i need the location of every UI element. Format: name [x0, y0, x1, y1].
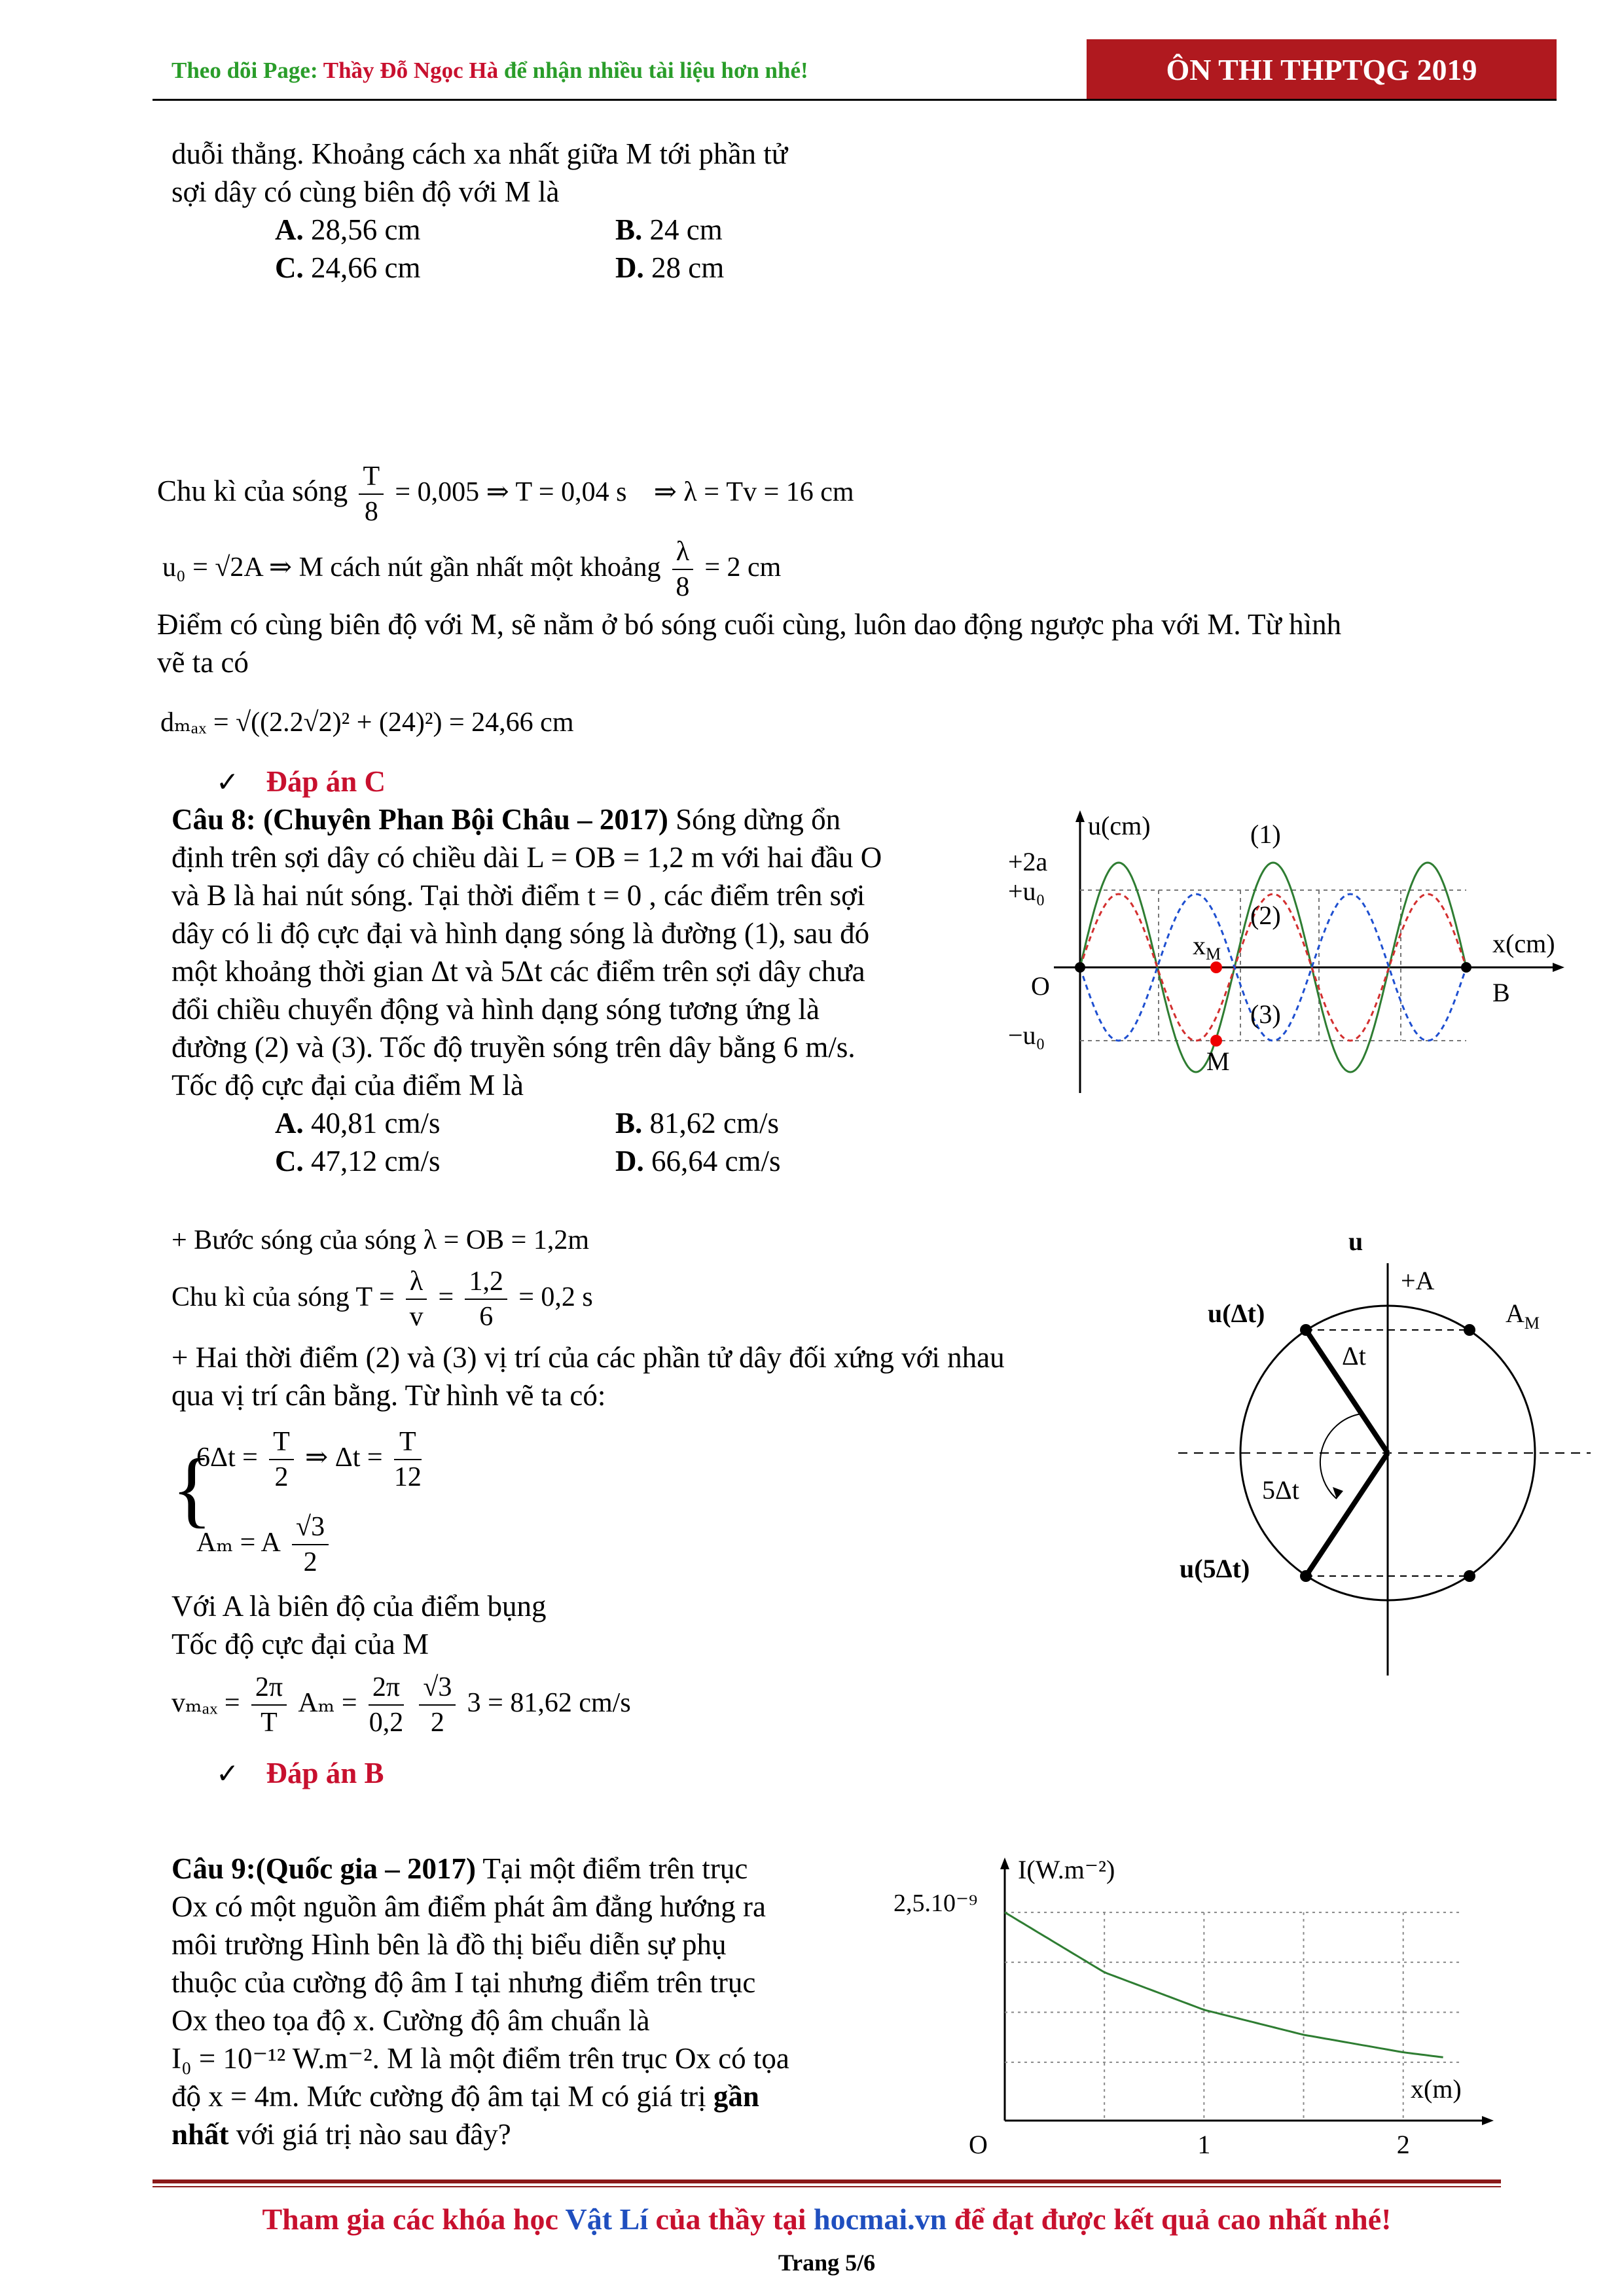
label-u-5dt: u(5Δt)	[1180, 1554, 1250, 1583]
sol8-system-2: Aₘ = A $\frac{√3}{2}$	[196, 1505, 333, 1579]
sol8-line4: qua vị trí cân bằng. Từ hình vẽ ta có:	[171, 1379, 606, 1412]
chart-y-label: I(W.m⁻²)	[1018, 1855, 1115, 1884]
label-b: B	[1492, 978, 1510, 1007]
header-follow-text	[171, 58, 808, 84]
follow-suffix: để nhận nhiều tài liệu hơn nhé!	[503, 58, 808, 83]
q8-line2: định trên sợi dây có chiều dài L = OB = 1,2 m với hai đầu O	[171, 841, 882, 874]
label-plus-u0: +u₀	[1008, 876, 1045, 906]
label-dt: Δt	[1342, 1341, 1366, 1371]
q9-line6: I₀ = 10⁻¹² W.m⁻². M là một điểm trên trục Ox có tọa	[171, 2042, 789, 2075]
chart-x-tick-0: O	[969, 2130, 988, 2159]
label-curve-1: (1)	[1250, 819, 1281, 849]
chart-y-tick: 2,5.10⁻⁹	[893, 1890, 978, 1917]
sol8-period: Chu kì của sóng T = $\frac{\lambda}{v}$ = $\frac{1,2}{6}$ = 0,2 s	[171, 1257, 593, 1336]
label-5dt: 5Δt	[1262, 1475, 1299, 1505]
chart-x-label: x(m)	[1411, 2074, 1462, 2104]
q9-line7: độ x = 4m. Mức cường độ âm tại M có giá trị gần	[171, 2080, 759, 2113]
q9-line1: Câu 9:(Quốc gia – 2017) Tại một điểm trên trục	[171, 1852, 748, 1885]
q9-line3: môi trường Hình bên là đồ thị biểu diễn sự phụ	[171, 1928, 727, 1961]
label-am: $A_M$	[1506, 1299, 1540, 1333]
node-o	[1075, 962, 1085, 973]
sol7-u0: u₀ = √2A ⇒ M cách nút gần nhất một khoảng $\frac{\lambda}{8}$ = 2 cm	[162, 527, 781, 607]
follow-prefix: Theo dõi Page:	[171, 58, 318, 83]
q8-line1: Câu 8: (Chuyên Phan Bội Châu – 2017) Sóng dừng ổn	[171, 803, 841, 836]
label-curve-2: (2)	[1250, 901, 1281, 930]
u-axis-arrow-icon	[1075, 810, 1085, 822]
checkmark-icon: ✓	[216, 768, 240, 798]
standing-wave-figure	[1008, 805, 1571, 1106]
sol8-wavelength: + Bước sóng của sóng λ = OB = 1,2m	[171, 1225, 590, 1255]
q8-option-b: B. 81,62 cm/s	[615, 1107, 780, 1139]
label-x-cm: x(cm)	[1492, 929, 1555, 958]
q8-line5: một khoảng thời gian Δt và 5Δt các điểm trên sợi dây chưa	[171, 955, 865, 988]
q9-line4: thuộc của cường độ âm I tại nhưng điểm trên trục	[171, 1966, 756, 1999]
node-b	[1461, 962, 1471, 973]
label-minus-u0: −u₀	[1008, 1020, 1045, 1050]
header-divider	[153, 99, 1557, 101]
q7-option-d: D. 28 cm	[615, 251, 725, 284]
footer-divider-thin	[153, 2186, 1501, 2187]
q8-line8: Tốc độ cực đại của điểm M là	[171, 1069, 524, 1102]
page-link[interactable]: Thầy Đỗ Ngọc Hà	[323, 58, 499, 83]
point-m	[1210, 1035, 1222, 1047]
x-axis-arrow-icon	[1482, 2116, 1494, 2125]
sol7-period: Chu kì của sóng $\frac{T}{8}$ = 0,005 ⇒ T = 0,04 s ⇒ λ = Tv = 16 cm	[157, 452, 854, 531]
q8-option-d: D. 66,64 cm/s	[615, 1145, 781, 1177]
footer-divider	[153, 2179, 1501, 2183]
label-plus-a: +A	[1401, 1266, 1435, 1295]
system-brace: {	[171, 1442, 213, 1536]
site-link[interactable]: hocmai.vn	[814, 2202, 947, 2236]
sol8-line6: Tốc độ cực đại của M	[171, 1628, 429, 1660]
q9-line5: Ox theo tọa độ x. Cường độ âm chuẩn là	[171, 2004, 650, 2037]
phase-circle-figure	[1165, 1217, 1597, 1676]
q7-line1: duỗi thẳng. Khoảng cách xa nhất giữa M tới phần tử	[171, 137, 788, 170]
q8-option-c: C. 47,12 cm/s	[275, 1145, 441, 1177]
q9-line2: Ox có một nguồn âm điểm phát âm đẳng hướng ra	[171, 1890, 766, 1923]
point-u-dt	[1300, 1324, 1312, 1336]
label-u-dt: u(Δt)	[1208, 1299, 1265, 1328]
chart-x-tick-1: 1	[1197, 2130, 1211, 2159]
y-axis-arrow-icon	[1000, 1857, 1009, 1869]
page-number: Trang 5/6	[778, 2250, 876, 2276]
q7-option-c: C. 24,66 cm	[275, 251, 421, 284]
q8-line4: dây có li độ cực đại và hình dạng sóng là đường (1), sau đó	[171, 917, 870, 950]
label-xm: $x_M$	[1193, 931, 1221, 963]
label-u-cm: u(cm)	[1088, 811, 1151, 840]
q8-option-a: A. 40,81 cm/s	[275, 1107, 441, 1139]
sol8-line3: + Hai thời điểm (2) và (3) vị trí của các phần tử dây đối xứng với nhau	[171, 1341, 1005, 1374]
q7-option-b: B. 24 cm	[615, 213, 723, 246]
footer-promo: Tham gia các khóa học Vật Lí của thầy tại hocmai.vn để đạt được kết quả cao nhất nhé!	[262, 2202, 1392, 2236]
chart-x-tick-2: 2	[1396, 2130, 1410, 2159]
label-u: u	[1348, 1227, 1363, 1256]
q8-line3: và B là hai nút sóng. Tại thời điểm t = 0 , các điểm trên sợi	[171, 879, 865, 912]
sol8-system-1: 6Δt = $\frac{T}{2}$ ⇒ Δt = $\frac{T}{12}$	[196, 1420, 425, 1494]
label-o: O	[1031, 971, 1050, 1001]
sol7-same-amp-2: vẽ ta có	[157, 646, 249, 679]
sol8-answer: ✓ Đáp án B	[216, 1757, 384, 1789]
point-am-top	[1464, 1324, 1475, 1336]
sol7-dmax: dₘₐₓ = √((2.2√2)² + (24)²) = 24,66 cm	[160, 708, 574, 738]
q8-line6: đổi chiều chuyển động và hình dạng sóng tương ứng là	[171, 993, 820, 1026]
rotation-arc	[1320, 1414, 1362, 1499]
point-u-5dt	[1300, 1570, 1312, 1582]
q8-line7: đường (2) và (3). Tốc độ truyền sóng trên dây bằng 6 m/s.	[171, 1031, 856, 1064]
q7-option-a: A. 28,56 cm	[275, 213, 421, 246]
label-curve-3: (3)	[1250, 999, 1281, 1029]
checkmark-icon: ✓	[216, 1759, 240, 1789]
sol8-vmax: vₘₐₓ = $\frac{2\pi}{T}$ Aₘ = $\frac{2\pi}{0,2}$ $\frac{√3}{2}$ 3 = 81,62 cm/s	[171, 1662, 631, 1742]
intensity-chart	[877, 1852, 1506, 2160]
q7-line2: sợi dây có cùng biên độ với M là	[171, 175, 560, 208]
x-axis-arrow-icon	[1553, 963, 1564, 972]
series-intensity-line	[1005, 1912, 1443, 2058]
label-plus-2a: +2a	[1008, 847, 1048, 876]
sol8-line5: Với A là biên độ của điểm bụng	[171, 1590, 547, 1623]
q9-line8: nhất với giá trị nào sau đây?	[171, 2118, 511, 2151]
point-am-bottom	[1464, 1570, 1475, 1582]
exam-badge: ÔN THI THPTQG 2019	[1087, 39, 1557, 99]
vector-5dt	[1306, 1453, 1388, 1576]
sol7-answer: ✓ Đáp án C	[216, 765, 386, 798]
sol7-same-amp-1: Điểm có cùng biên độ với M, sẽ nằm ở bó sóng cuối cùng, luôn dao động ngược pha với M. Từ hình	[157, 608, 1342, 641]
label-m: M	[1206, 1047, 1230, 1076]
